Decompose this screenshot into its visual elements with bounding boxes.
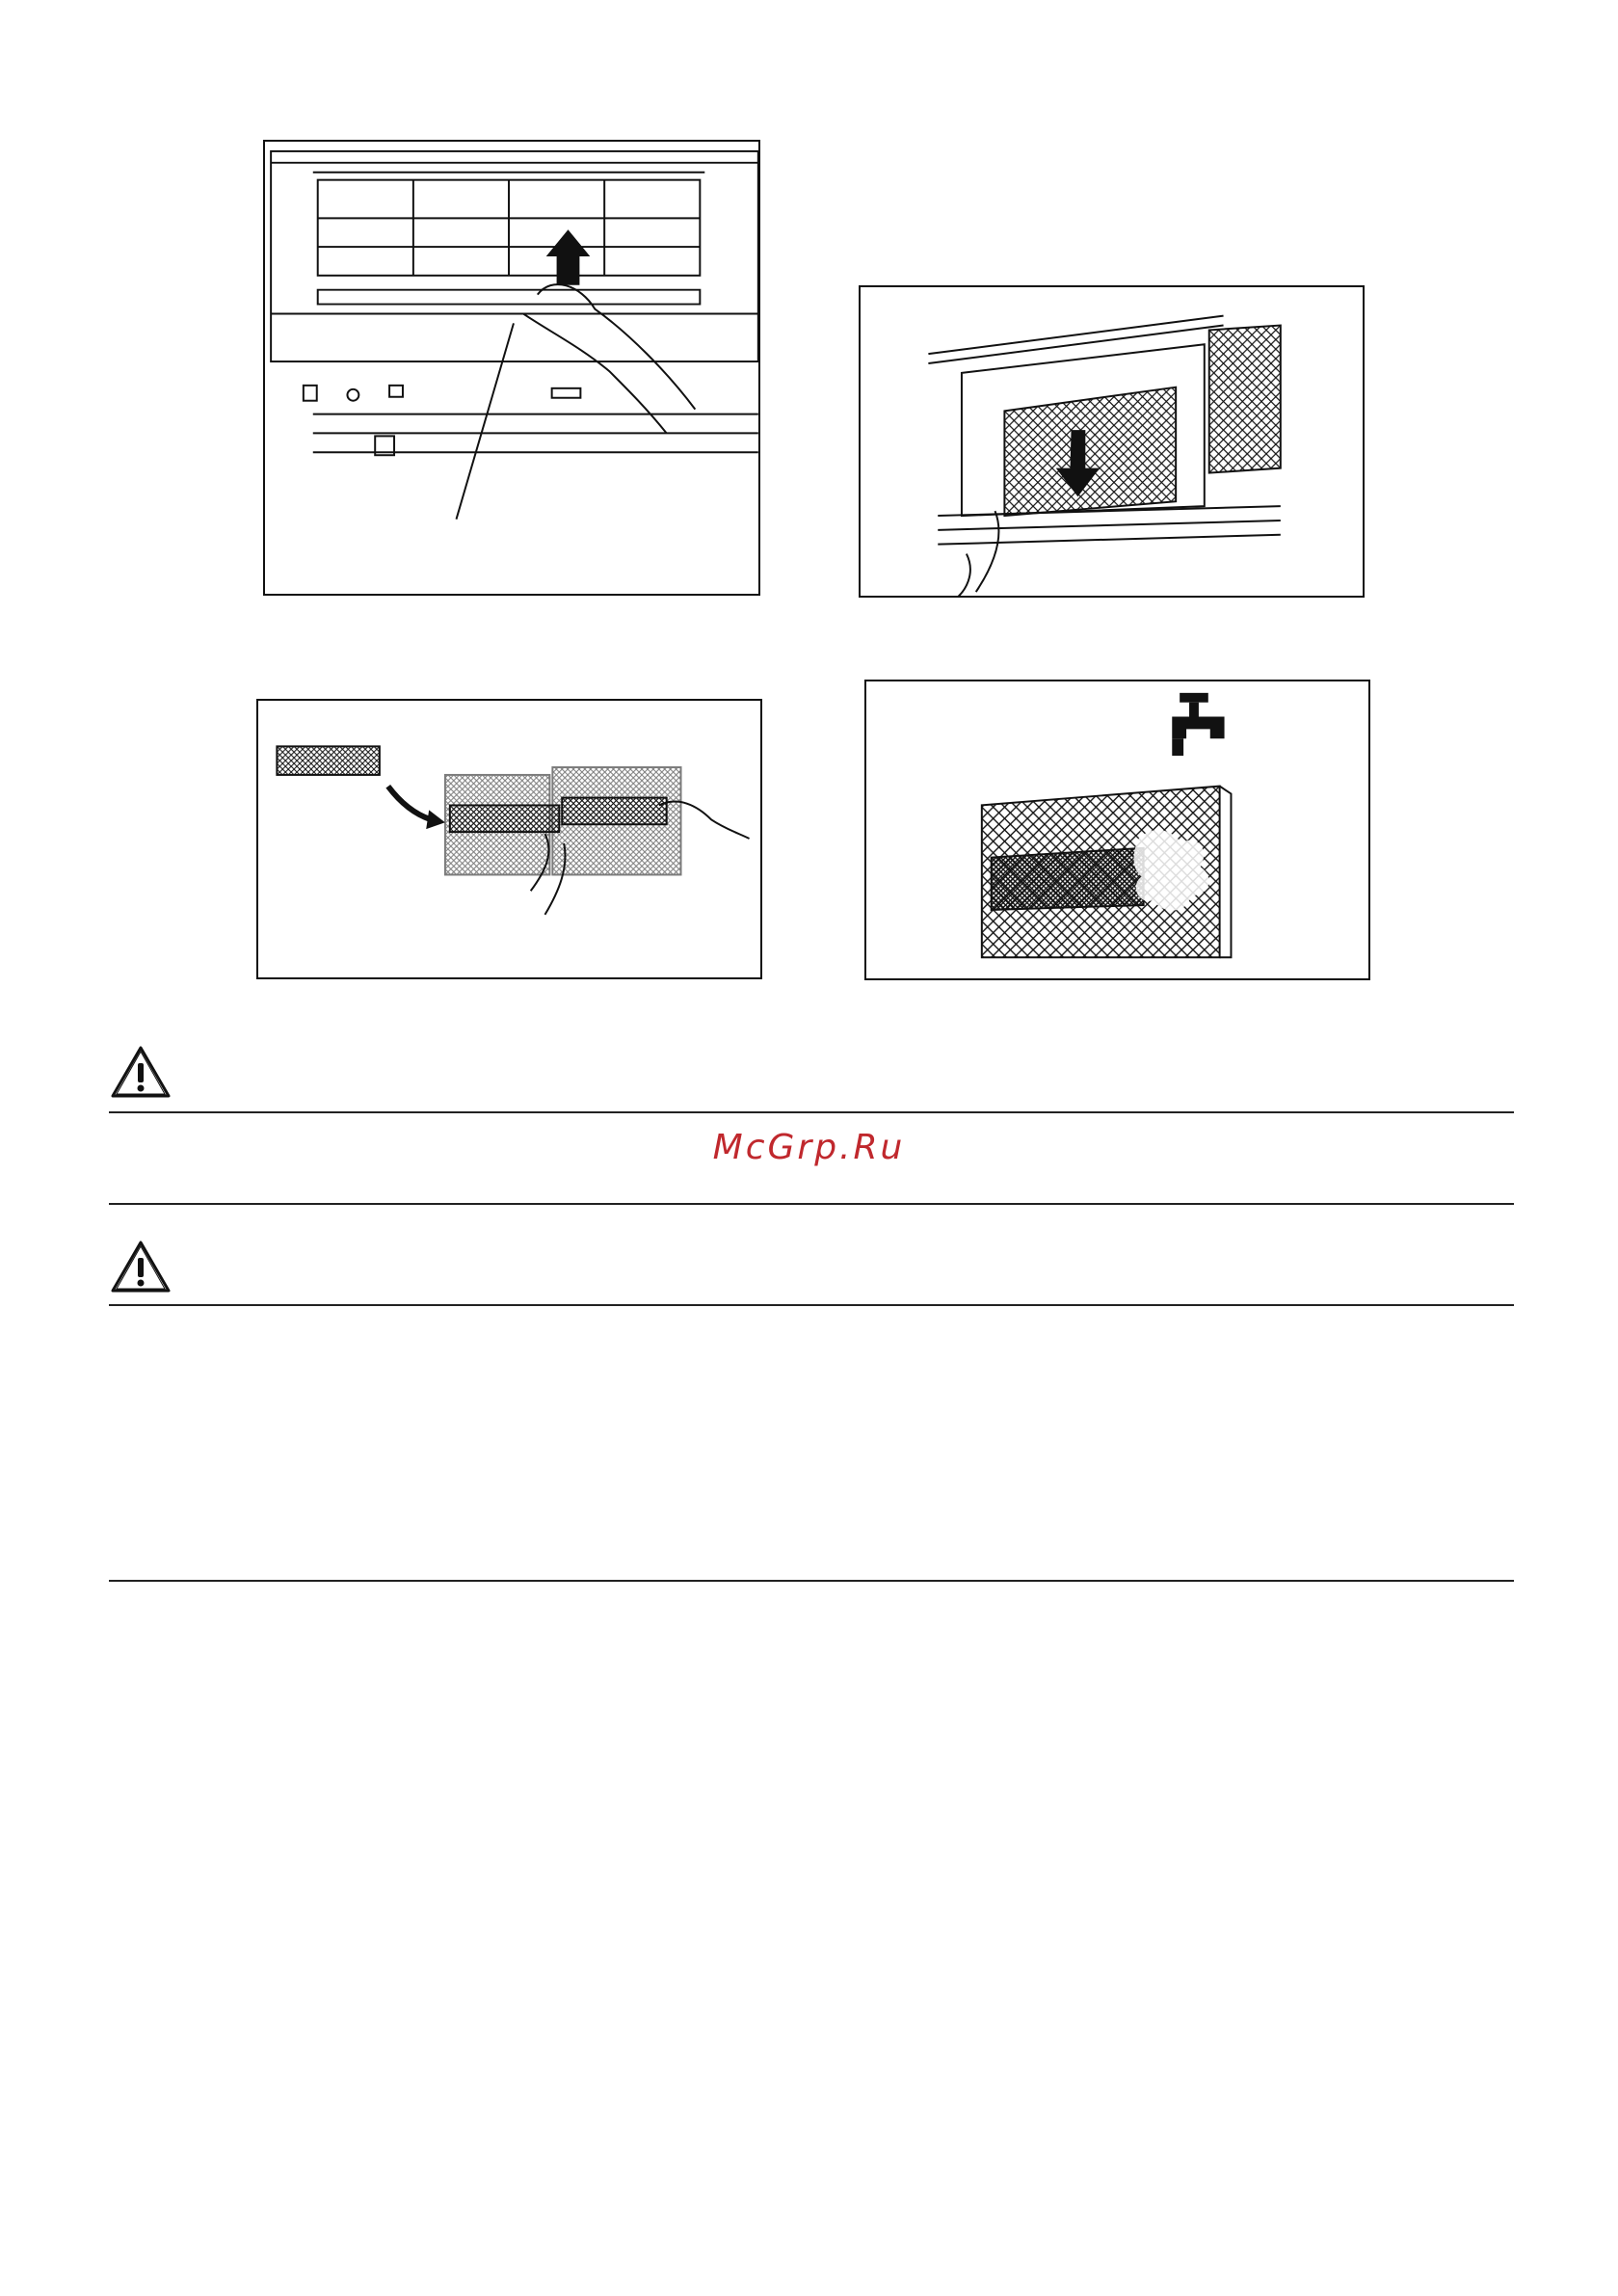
pull-out-air-filter-illustration (861, 287, 1363, 596)
divider (109, 1111, 1514, 1113)
figure-wash-filter (864, 680, 1370, 980)
figure-pull-filter (859, 285, 1365, 598)
divider (109, 1580, 1514, 1582)
insert-filter-strip-illustration (258, 701, 760, 977)
warning-triangle-icon (109, 1044, 172, 1100)
divider (109, 1304, 1514, 1306)
watermark: McGrp.Ru (712, 1128, 906, 1167)
divider (109, 1203, 1514, 1205)
remove-front-grille-illustration (265, 142, 758, 594)
warning-triangle-icon (109, 1239, 172, 1295)
figure-lift-filter (263, 140, 760, 596)
figure-insert-filter (256, 699, 762, 979)
wash-filter-under-tap-illustration (866, 681, 1368, 978)
